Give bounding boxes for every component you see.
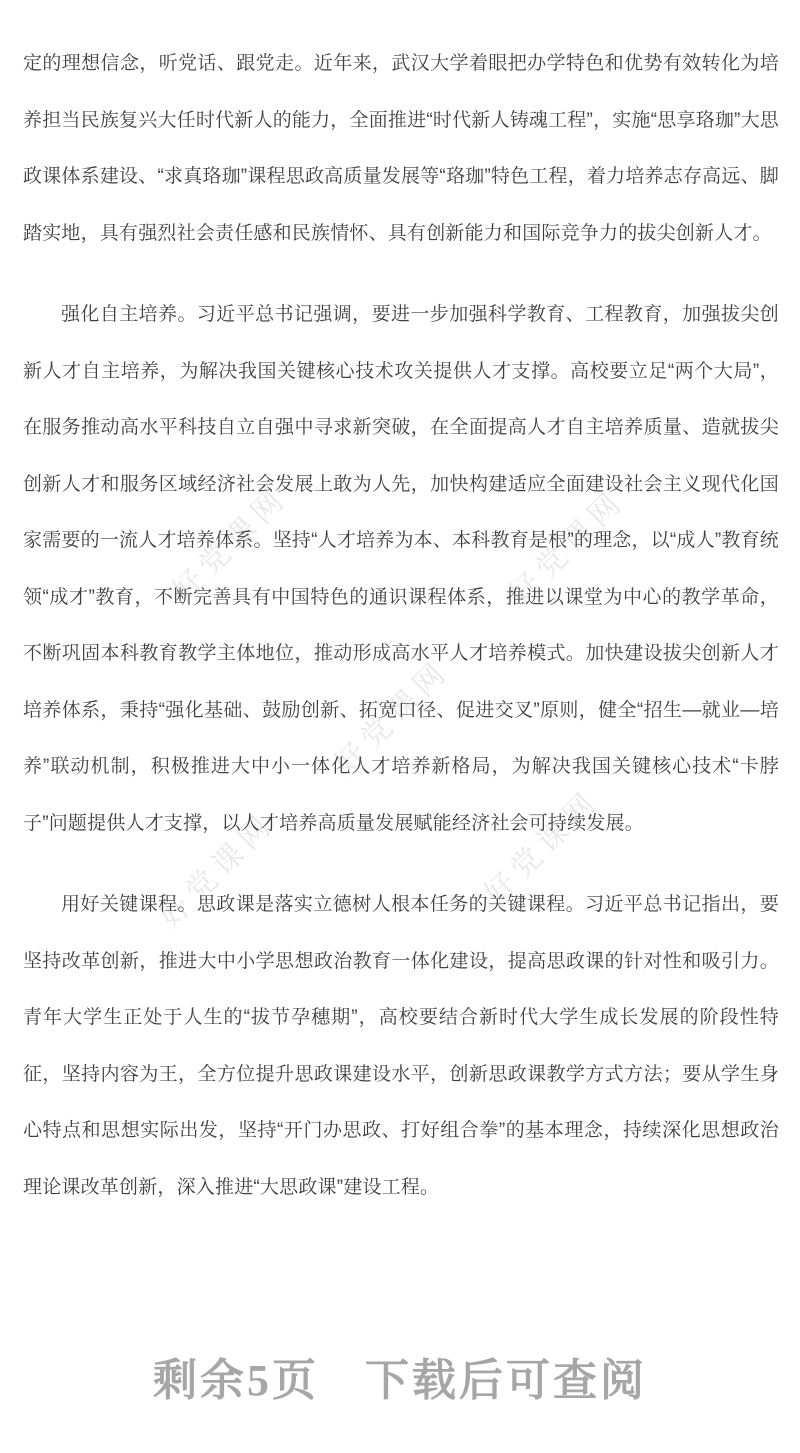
download-banner [0,1344,800,1408]
paragraph-1: 定的理想信念，听党话、跟党走。近年来，武汉大学着眼把办学特色和优势有效转化为培养担当民族复兴大任时代新人的能力，全面推进“时代新人铸魂工程”，实施“思享珞珈”大思政课体系建设、“求真珞珈”课程思政高质量发展等“珞珈”特色工程，着力培养志存高远、脚踏实地，具有强烈社会责任感和民族情怀、具有创新能力和国际竞争力的拔尖创新人才。 [23,53,779,244]
paragraph-3: 用好关键课程。思政课是落实立德树人根本任务的关键课程。习近平总书记指出，要坚持改革创新，推进大中小学思想政治教育一体化建设，提高思政课的针对性和吸引力。青年大学生正处于人生的“拔节孕穗期”，高校要结合新时代大学生成长发展的阶段性特征，坚持内容为王，全方位提升思政课建设水平，创新思政课教学方式方法；要从学生身心特点和思想实际出发，坚持“开门办思政、打好组合拳”的基本理念，持续深化思想政治理论课改革创新，深入推进“大思政课”建设工程。 [23,894,779,1198]
document-content [23,36,779,1241]
watermark-text: 好党课网 [153,806,282,935]
paragraph-2: 强化自主培养。习近平总书记强调，要进一步加强科学教育、工程教育，加强拔尖创新人才自主培养，为解决我国关键核心技术攻关提供人才支撑。高校要立足“两个大局”，在服务推动高水平科技自立自强中寻求新突破，在全面提高人才自主培养质量、造就拔尖创新人才和服务区域经济社会发展上敢为人先，加快构建适应全面建设社会主义现代化国家需要的一流人才培养体系。坚持“人才培养为本、本科教育是根”的理念，以“成人”教育统领“成才”教育，不断完善具有中国特色的通识课程体系，推进以课堂为中心的教学革命，不断巩固本科教育教学主体地位，推动形成高水平人才培养模式。加快建设拔尖创新人才培养体系，秉持“强化基础、鼓励创新、拓宽口径、促进交叉”原则，健全“招生—就业—培养”联动机制，积极推进大中小一体化人才培养新格局，为解决我国关键核心技术“卡脖子”问题提供人才支撑，以人才培养高质量发展赋能经济社会可持续发展。 [23,304,779,834]
pages-remaining-text: 剩余5页 [153,1356,319,1405]
watermark-text: 好党课网 [328,653,457,782]
watermark-text: 好党课网 [478,783,607,912]
download-hint-text: 下载后可查阅 [365,1356,647,1405]
watermark-text: 好党课网 [503,483,632,612]
watermark-text: 好党课网 [166,480,295,609]
